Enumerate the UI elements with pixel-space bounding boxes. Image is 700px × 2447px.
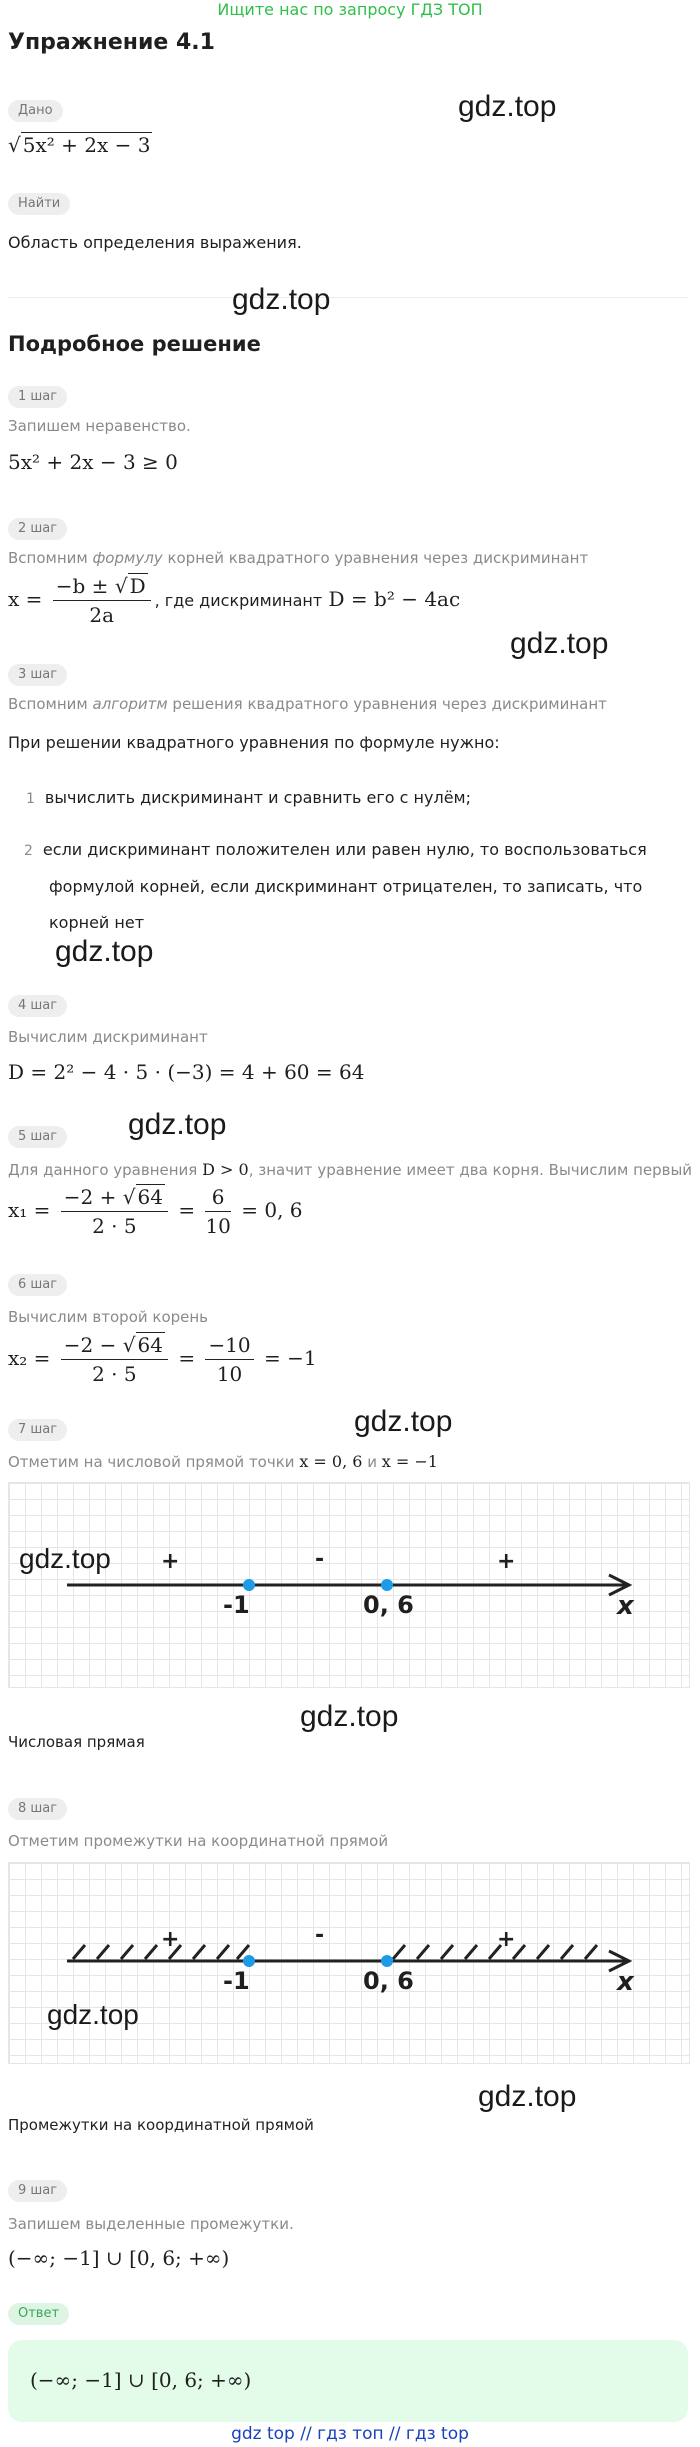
- watermark: gdz.top: [128, 1108, 227, 1141]
- find-badge: Найти: [8, 193, 70, 215]
- step-text: Запишем неравенство.: [8, 417, 191, 435]
- watermark: gdz.top: [300, 1700, 399, 1733]
- axis-label: x: [617, 1591, 634, 1621]
- solution-title: Подробное решение: [8, 332, 261, 356]
- watermark: gdz.top: [354, 1405, 453, 1438]
- watermark: gdz.top: [232, 283, 331, 316]
- answer-text: (−∞; −1] ∪ [0, 6; +∞): [30, 2368, 252, 2392]
- given-expression: √ 5x² + 2x − 3: [8, 133, 151, 157]
- footer-links[interactable]: gdz top // гдз топ // гдз top: [231, 2424, 469, 2444]
- step-text: Запишем выделенные промежутки.: [8, 2215, 294, 2233]
- page-title: Упражнение 4.1: [8, 30, 215, 55]
- step-text: Для данного уравнения D > 0, значит уравнение имеет два корня. Вычислим первый: [8, 1160, 693, 1179]
- root-2: x₂ = $\frac{-2 - √ 64}{2 \cdot 5}$ = $\frac{-10}{10}$ = −1: [8, 1333, 317, 1386]
- step-text: Вычислим второй корень: [8, 1308, 209, 1326]
- label-minus-1: -1: [223, 1967, 250, 1995]
- step-badge: 9 шаг: [8, 2180, 67, 2202]
- answer-badge: Ответ: [8, 2303, 69, 2325]
- point-minus-1: [243, 1955, 255, 1967]
- search-banner[interactable]: Ищите нас по запросу ГДЗ ТОП: [217, 0, 483, 19]
- step-text: Отметим промежутки на координатной прямой: [8, 1832, 389, 1850]
- given-badge: Дано: [8, 100, 63, 122]
- point-minus-1: [243, 1579, 255, 1591]
- step-badge: 6 шаг: [8, 1274, 67, 1296]
- intervals-figure: [8, 1862, 690, 2064]
- sign-middle: -: [315, 1547, 325, 1572]
- label-0-6: 0, 6: [363, 1967, 414, 1995]
- point-0-6: [381, 1955, 393, 1967]
- list-item: 1 вычислить дискриминант и сравнить его с нулём;: [26, 788, 472, 807]
- sign-left: +: [161, 1549, 180, 1574]
- divider: [8, 297, 688, 298]
- watermark: gdz.top: [19, 1543, 111, 1574]
- step-math: 5x² + 2x − 3 ≥ 0: [8, 450, 178, 474]
- sign-middle: -: [315, 1923, 325, 1948]
- watermark: gdz.top: [510, 627, 609, 660]
- step-text: Вспомним формулу корней квадратного уравнения через дискриминант: [8, 549, 589, 567]
- intervals-result: (−∞; −1] ∪ [0, 6; +∞): [8, 2246, 230, 2270]
- step-badge: 1 шаг: [8, 386, 67, 408]
- list-item: 2 если дискриминант положителен или равен нулю, то воспользоваться формулой корней, если дискриминант отрицателен, то записать, что корней нет: [24, 840, 647, 932]
- answer-box: [8, 2340, 688, 2422]
- number-line-figure: [8, 1482, 690, 1688]
- point-0-6: [381, 1579, 393, 1591]
- discriminant-calc: D = 2² − 4 · 5 · (−3) = 4 + 60 = 64: [8, 1060, 365, 1084]
- step-badge: 4 шаг: [8, 995, 67, 1017]
- axis-label: x: [617, 1967, 634, 1997]
- root-1: x₁ = $\frac{-2 + √ 64}{2 \cdot 5}$ = $\frac{6}{10}$ = 0, 6: [8, 1185, 303, 1238]
- figure-caption: Промежутки на координатной прямой: [8, 2116, 314, 2134]
- sign-right: +: [497, 1549, 516, 1574]
- watermark: gdz.top: [55, 935, 154, 968]
- step-text: Вычислим дискриминант: [8, 1028, 208, 1046]
- watermark: gdz.top: [47, 1999, 139, 2030]
- step-badge: 7 шаг: [8, 1419, 67, 1441]
- label-minus-1: -1: [223, 1591, 250, 1619]
- formula-roots: x = $\frac{-b \pm √ D}{2a}$ , где дискриминант D = b² − 4ac: [8, 574, 461, 627]
- step-badge: 5 шаг: [8, 1126, 67, 1148]
- watermark: gdz.top: [458, 90, 557, 123]
- number-line-svg: [9, 1483, 689, 1687]
- step-text: Вспомним алгоритм решения квадратного уравнения через дискриминант: [8, 695, 607, 713]
- step-text: Отметим на числовой прямой точки x = 0, 6 и x = −1: [8, 1452, 438, 1471]
- find-text: Область определения выражения.: [8, 233, 302, 252]
- algorithm-intro: При решении квадратного уравнения по формуле нужно:: [8, 733, 500, 752]
- step-badge: 2 шаг: [8, 518, 67, 540]
- figure-caption: Числовая прямая: [8, 1733, 145, 1751]
- intervals-svg: [9, 1863, 689, 2063]
- sign-right: +: [497, 1927, 516, 1952]
- label-0-6: 0, 6: [363, 1591, 414, 1619]
- step-badge: 8 шаг: [8, 1798, 67, 1820]
- sign-left: +: [161, 1927, 180, 1952]
- hatching-right: [393, 1945, 597, 1959]
- watermark: gdz.top: [478, 2080, 577, 2113]
- step-badge: 3 шаг: [8, 664, 67, 686]
